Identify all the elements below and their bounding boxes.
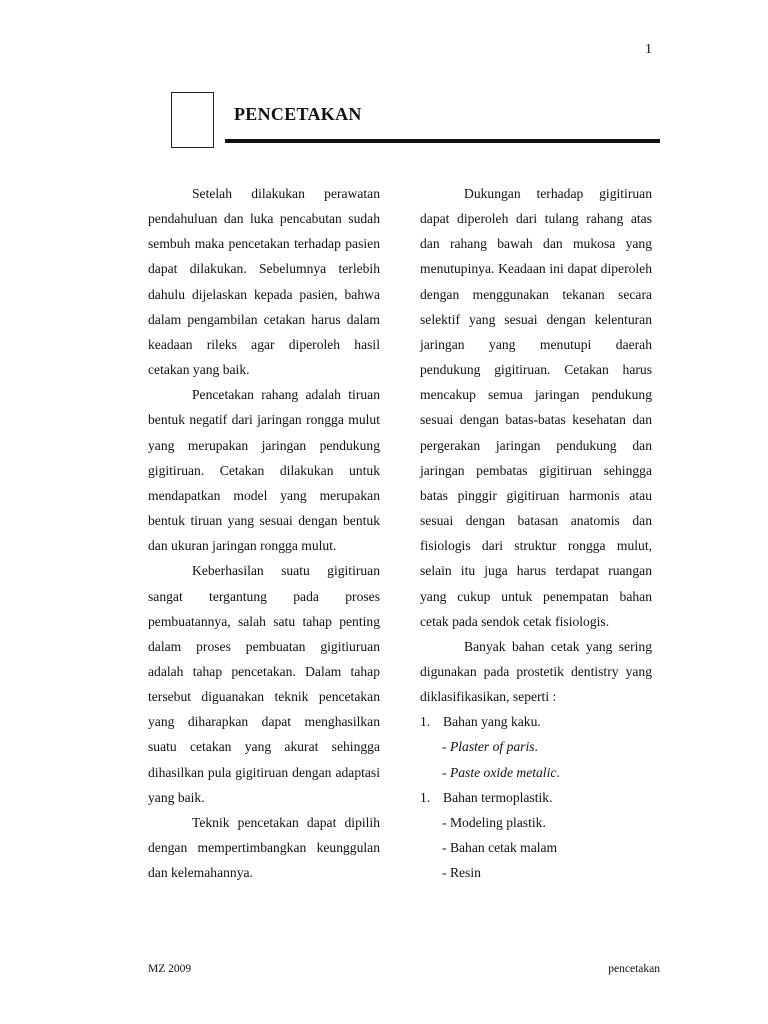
- left-column: [148, 181, 380, 885]
- paragraph: Setelah dilakukan perawatan pendahuluan dan luka pencabutan sudah sembuh maka pencetakan terhadap pasien dapat dilakukan. Sebelumnya terlebih dahulu dijelaskan kepada pasien, bahwa dalam pengambilan cetakan harus dalam keadaan rileks agar diperoleh hasil cetakan yang baik.: [148, 186, 380, 378]
- sub-item-dash: -: [442, 739, 450, 755]
- page-title: PENCETAKAN: [234, 104, 362, 124]
- title-rule: [225, 139, 660, 143]
- sub-item-text: Bahan cetak malam: [449, 840, 558, 856]
- sub-item-text: Plaster of paris: [449, 739, 535, 755]
- sub-item: [420, 760, 652, 785]
- list-number: 1.: [420, 714, 431, 730]
- sub-item: [420, 835, 652, 860]
- list-label: Bahan termoplastik.: [443, 789, 553, 805]
- sub-item: [420, 734, 652, 759]
- list-label: Bahan yang kaku.: [443, 714, 541, 730]
- sub-item-dash: -: [442, 764, 450, 780]
- footer-left: MZ 2009: [148, 963, 192, 975]
- sub-item-dash: -: [442, 840, 450, 856]
- sub-item: [420, 810, 652, 835]
- paragraph: Teknik pencetakan dapat dipilih dengan mempertimbangkan keunggulan dan kelemahannya.: [148, 814, 380, 881]
- paragraph: Dukungan terhadap gigitiruan dapat diperoleh dari tulang rahang atas dan rahang bawah dan mukosa yang menutupinya. Keadaan ini dapat diperoleh dengan menggunakan tekanan secara selektif yang sesuai dengan kelenturan jaringan yang menutupi daerah pendukung gigitiruan. Cetakan harus mencakup semua jaringan pendukung sesuai dengan batas-batas kesehatan dan pergerakan jaringan pendukung dan jaringan pembatas gigitiruan sehingga batas pinggir gigitiruan harmonis atau sesuai dengan batasan anatomis dan fisiologis dari struktur rongga mulut, selain itu juga harus terdapat ruangan yang cukup untuk penempatan bahan cetak pada sendok cetak fisiologis.: [420, 186, 652, 629]
- page-number: 1: [645, 42, 652, 57]
- list-item: [420, 709, 652, 734]
- list-item: [420, 785, 652, 810]
- paragraph: Pencetakan rahang adalah tiruan bentuk negatif dari jaringan rongga mulut yang merupakan jaringan pendukung gigitiruan. Cetakan dilakukan untuk mendapatkan model yang merupakan bentuk tiruan yang sesuai dengan bentuk dan ukuran jaringan rongga mulut.: [148, 387, 380, 554]
- sub-item: [420, 860, 652, 885]
- footer-right: pencetakan: [608, 963, 660, 975]
- sub-item-text: Paste oxide metalic: [449, 764, 557, 780]
- right-column: [420, 181, 652, 885]
- sub-item-text: Modeling plastik.: [449, 814, 546, 830]
- sub-item-text: Resin: [449, 865, 481, 881]
- sub-item-end: .: [534, 739, 538, 755]
- paragraph: Keberhasilan suatu gigitiruan sangat tergantung pada proses pembuatannya, salah satu tahap penting dalam proses pembuatan gigitiuruan adalah tahap pencetakan. Dalam tahap tersebut diguanakan teknik pencetakan yang diharapkan dapat menghasilkan suatu cetakan yang akurat sehingga dihasilkan pula gigitiruan dengan adaptasi yang baik.: [148, 563, 380, 805]
- sub-item-dash: -: [442, 865, 450, 881]
- list-number: 1.: [420, 789, 431, 805]
- paragraph: Banyak bahan cetak yang sering digunakan pada prostetik dentistry yang diklasifikasikan, seperti :: [420, 638, 652, 705]
- sub-item-dash: -: [442, 814, 450, 830]
- title-box: [171, 92, 214, 148]
- sub-item-end: .: [556, 764, 560, 780]
